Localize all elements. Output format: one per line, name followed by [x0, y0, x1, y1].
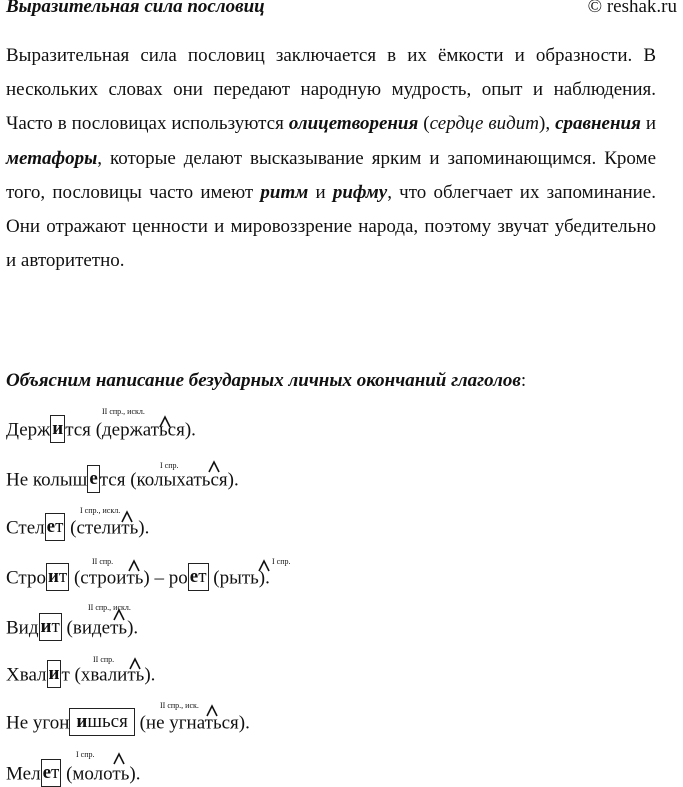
ending-box [46, 563, 69, 591]
ending-vowel: е [46, 516, 56, 537]
paragraph-text: и [308, 181, 333, 203]
paragraph-text: Выразительная сила пословиц заключается в их ёмкости и образности. В нескольких словах они передают народную мудрость, опыт и наблюдения. Часто в пословицах используются [6, 45, 656, 135]
paragraph-text: и [640, 113, 657, 135]
conjugation-note: I спр., искл. [80, 506, 121, 515]
verb-stem: Стел [6, 517, 45, 539]
paragraph-text: ), [539, 113, 556, 135]
verb-stem: Не угон [6, 712, 70, 734]
infinitive-note: (хвалить). [69, 664, 156, 686]
watermark: © reshak.ru [587, 0, 677, 17]
verb-suffix: т [51, 616, 60, 637]
intro-paragraph [6, 39, 656, 278]
verb-suffix: тся [65, 419, 91, 441]
paragraph-text: , которые делают высказывание ярким и запоминающимся. Кроме того, пословицы часто имеют [6, 147, 656, 203]
example-phrase: сердце видит [429, 113, 540, 135]
page-title: Выразительная сила пословиц [6, 0, 265, 17]
example-line-2 [6, 469, 239, 493]
verb-stem: Держ [6, 419, 51, 441]
stress-caret-icon [112, 607, 126, 621]
verb-stem: Не колыш [6, 469, 88, 491]
ending-vowel: и [47, 566, 59, 587]
ending-vowel: и [48, 663, 60, 684]
infinitive-note: (стелить). [65, 517, 150, 539]
ending-box [50, 415, 65, 443]
ending-vowel: е [42, 762, 51, 783]
verb-suffix: т [198, 566, 207, 587]
verb-stem: Мел [6, 763, 41, 785]
stress-caret-icon [120, 509, 134, 523]
stress-caret-icon [207, 459, 221, 473]
ending-box [39, 613, 62, 641]
ending-box [45, 513, 66, 541]
conjugation-note: II спр. [93, 655, 115, 664]
term-olicetvorenia: олицетворения [288, 113, 419, 135]
verb-suffix: т [55, 516, 64, 537]
verb-suffix: шься [87, 711, 128, 732]
ending-vowel: е [89, 468, 98, 489]
verb-suffix: т [51, 762, 60, 783]
conjugation-note: I спр. [160, 461, 179, 470]
ending-box [87, 465, 99, 493]
ending-vowel: и [40, 616, 52, 637]
infinitive-note: (держаться). [90, 419, 196, 441]
ending-vowel: и [52, 418, 64, 439]
stress-caret-icon [257, 558, 271, 572]
section-heading-text: Объясним написание безударных личных окончаний глаголов [6, 370, 521, 391]
verb-stem: Вид [6, 617, 39, 639]
example-line-8 [6, 763, 140, 787]
verb-suffix: т [61, 664, 70, 686]
ending-box [188, 563, 209, 591]
ending-vowel: е [189, 566, 199, 587]
ending-box [41, 759, 62, 787]
stress-caret-icon [205, 703, 219, 717]
infinitive-note: (рыть). [208, 567, 270, 589]
verb-stem: Хвал [6, 664, 47, 686]
paragraph-text: , что облегчает их запоминание. Они отражают ценности и мировоззрение народа, поэтому звучат убедительно и авторитетно. [6, 181, 656, 272]
stress-caret-icon [112, 751, 126, 765]
term-rifmu: рифму [332, 181, 388, 203]
infinitive-note: (строить) – ро [69, 567, 188, 589]
term-sravnenia: сравнения [555, 113, 641, 135]
conjugation-note: I спр. [76, 750, 95, 759]
verb-stem: Стро [6, 567, 46, 589]
infinitive-note: (не угнаться). [134, 712, 250, 734]
stress-caret-icon [128, 656, 142, 670]
infinitive-note: (видеть). [61, 617, 139, 639]
conjugation-note: I спр. [272, 557, 291, 566]
verb-suffix: т [58, 566, 68, 587]
term-metafory: метафоры [6, 147, 98, 169]
ending-vowel: и [76, 711, 88, 732]
conjugation-note: II спр., искл. [88, 603, 131, 612]
section-heading [6, 370, 526, 392]
term-ritm: ритм [260, 181, 309, 203]
infinitive-note: (молоть). [61, 763, 141, 785]
ending-box [47, 660, 62, 688]
conjugation-note: II спр., иск. [160, 701, 199, 710]
conjugation-note: II спр. [92, 557, 114, 566]
paragraph-text: ( [418, 113, 430, 135]
stress-caret-icon [127, 558, 141, 572]
section-heading-colon: : [520, 370, 527, 391]
verb-suffix: тся [99, 469, 126, 491]
conjugation-note: II спр., искл. [102, 407, 145, 416]
ending-box [69, 708, 134, 736]
infinitive-note: (колыхаться). [125, 469, 239, 491]
stress-caret-icon [158, 414, 172, 428]
